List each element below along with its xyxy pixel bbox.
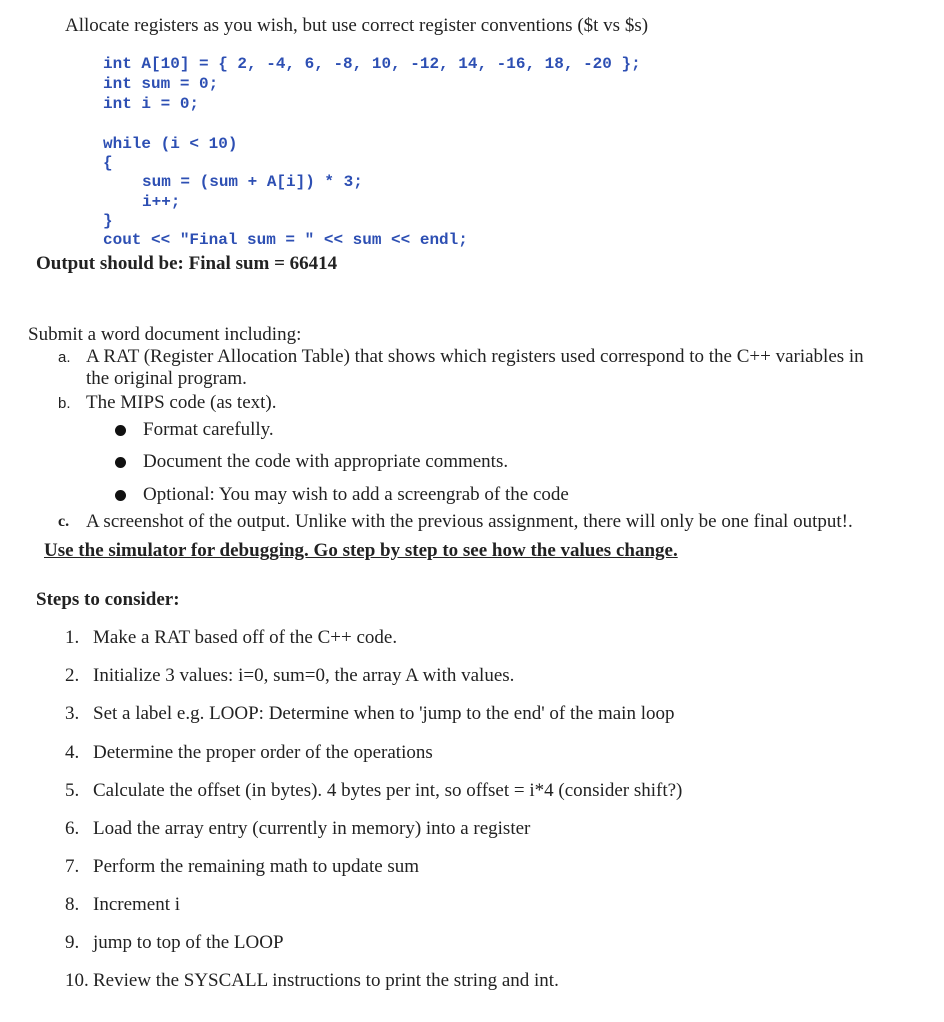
bullet-format: Format carefully. [143, 419, 274, 440]
step-number: 10. [65, 970, 89, 991]
step-text: Review the SYSCALL instructions to print the string and int. [93, 970, 559, 991]
step-number: 8. [65, 894, 80, 915]
item-c-text: A screenshot of the output. Unlike with the previous assignment, there will only be one final output!. [86, 511, 853, 532]
code-line-sum: int sum = 0; [103, 75, 219, 93]
code-line-sum-update: sum = (sum + A[i]) * 3; [142, 173, 363, 191]
bullet-icon [115, 490, 126, 501]
intro-text: Allocate registers as you wish, but use correct register conventions ($t vs $s) [65, 15, 649, 36]
item-a-text-line2: the original program. [86, 368, 247, 389]
item-c-marker: c. [58, 513, 70, 530]
step-number: 9. [65, 932, 80, 953]
code-line-array: int A[10] = { 2, -4, 6, -8, 10, -12, 14, -16, 18, -20 }; [103, 55, 641, 73]
item-b-text: The MIPS code (as text). [86, 392, 277, 413]
bullet-icon [115, 457, 126, 468]
step-text: Load the array entry (currently in memory) into a register [93, 818, 531, 839]
item-b-marker: b. [58, 395, 71, 412]
step-number: 6. [65, 818, 80, 839]
code-line-while: while (i < 10) [103, 135, 238, 153]
bullet-document: Document the code with appropriate comments. [143, 451, 509, 472]
output-line: Output should be: Final sum = 66414 [36, 253, 338, 274]
step-number: 4. [65, 742, 80, 763]
steps-heading: Steps to consider: [36, 589, 180, 610]
step-text: Initialize 3 values: i=0, sum=0, the array A with values. [93, 665, 515, 686]
step-number: 5. [65, 780, 80, 801]
step-text: jump to top of the LOOP [93, 932, 284, 953]
step-text: Perform the remaining math to update sum [93, 856, 420, 877]
code-line-increment: i++; [142, 193, 181, 211]
item-a-marker: a. [58, 349, 71, 366]
bullet-icon [115, 425, 126, 436]
step-number: 7. [65, 856, 80, 877]
step-text: Determine the proper order of the operations [93, 742, 433, 763]
code-line-close-brace: } [103, 212, 113, 230]
code-line-cout: cout << "Final sum = " << sum << endl; [103, 231, 468, 249]
submit-heading: Submit a word document including: [28, 324, 302, 345]
code-line-open-brace: { [103, 154, 113, 172]
step-text: Increment i [93, 894, 181, 915]
step-text: Calculate the offset (in bytes). 4 bytes per int, so offset = i*4 (consider shift?) [93, 780, 683, 801]
bullet-optional: Optional: You may wish to add a screengrab of the code [143, 484, 569, 505]
step-text: Make a RAT based off of the C++ code. [93, 627, 398, 648]
simulator-note: Use the simulator for debugging. Go step by step to see how the values change. [44, 540, 678, 561]
item-a-text-line1: A RAT (Register Allocation Table) that shows which registers used correspond to the C++ variables in [86, 346, 864, 367]
step-number: 3. [65, 703, 80, 724]
step-text: Set a label e.g. LOOP: Determine when to 'jump to the end' of the main loop [93, 703, 675, 724]
step-number: 1. [65, 627, 80, 648]
step-number: 2. [65, 665, 80, 686]
code-line-i: int i = 0; [103, 95, 200, 113]
